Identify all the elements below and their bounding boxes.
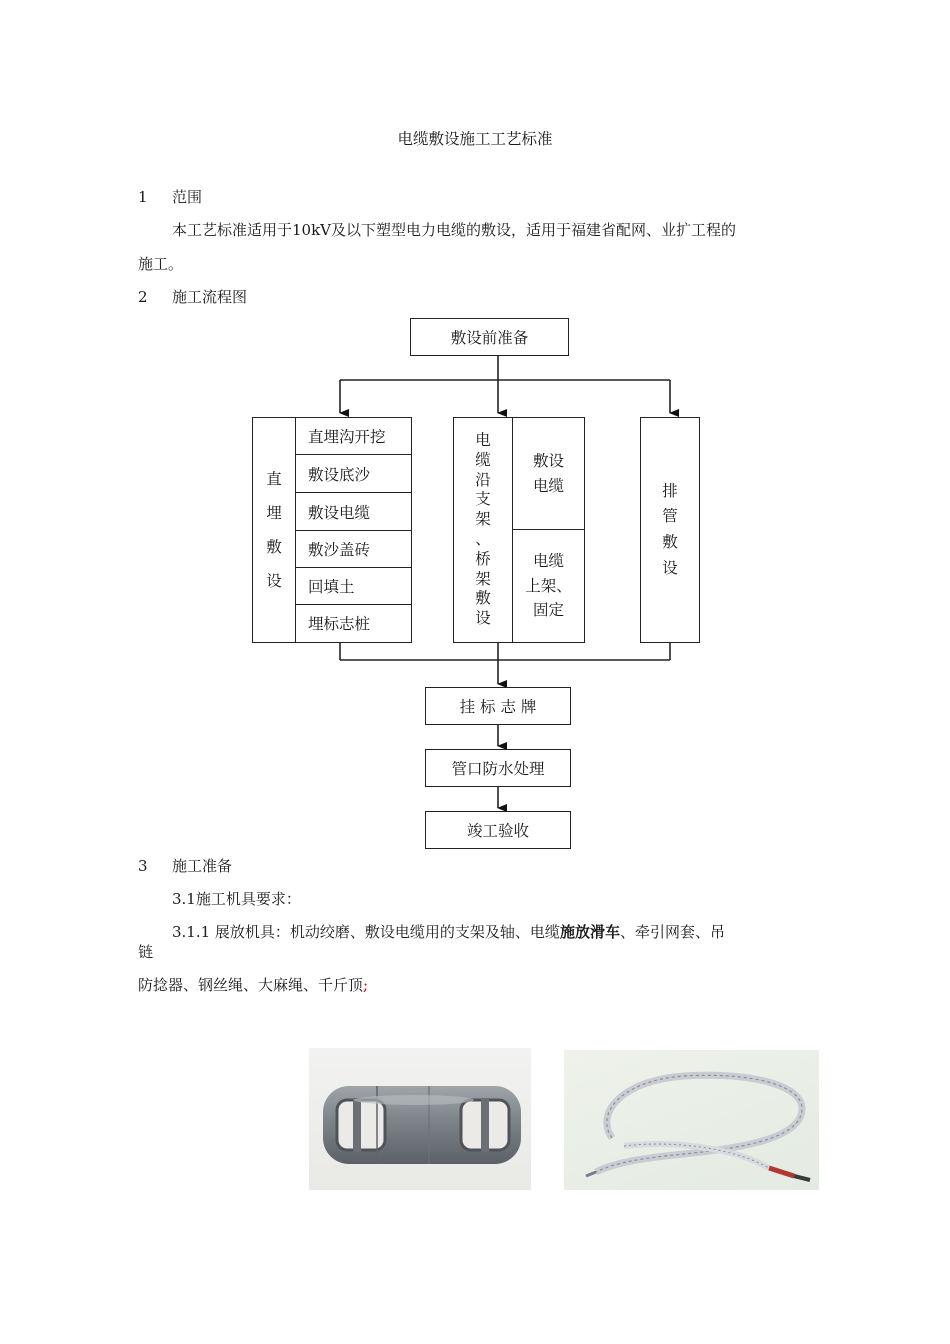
flow-right-label-char: 排 — [662, 481, 678, 500]
flow-mid-label-box — [453, 417, 513, 643]
flow-left-label-char: 埋 — [266, 503, 282, 522]
photo-swivel-connector — [309, 1048, 531, 1190]
flow-mid-label-char: 架 — [475, 569, 491, 588]
section-3-title: 施工准备 — [172, 857, 233, 875]
photo-cable-pulling-grip — [564, 1050, 819, 1190]
flow-right-label-char: 设 — [662, 558, 678, 577]
flow-mid-label-char: 敷 — [475, 589, 491, 608]
document-title: 电缆敷设施工工艺标准 — [397, 130, 553, 148]
flow-final-box — [425, 811, 571, 849]
flow-sign-box — [425, 687, 571, 725]
flow-left-step: 回填土 — [296, 568, 411, 605]
flow-final-label: 竣工验收 — [466, 822, 529, 840]
section-3-1-1-line2 — [138, 974, 368, 995]
item-text-line2: 防捻器、钢丝绳、大麻绳、千斤顶 — [138, 976, 364, 994]
section-2-title: 施工流程图 — [172, 288, 248, 306]
flow-mid-label — [475, 431, 491, 629]
section-3-1-1-line1 — [172, 921, 725, 942]
item-text: 3.1.1 展放机具：机动绞磨、敷设电缆用的支架及轴、电缆 — [172, 923, 560, 941]
flow-left-label-char: 直 — [266, 469, 282, 488]
flow-right-label-char: 管 — [662, 507, 678, 526]
flow-waterproof-box — [425, 749, 571, 787]
section-3-1-heading: 3.1施工机具要求： — [172, 890, 301, 908]
section-2-number: 2 — [138, 288, 148, 306]
flow-mid-bottom-line: 上架、 — [525, 576, 572, 595]
section-1-number: 1 — [138, 188, 148, 206]
section-1-title: 范围 — [172, 188, 203, 206]
flow-left-label-char: 设 — [266, 572, 282, 591]
flow-start-label: 敷设前准备 — [450, 329, 529, 347]
swivel-connector-image — [309, 1048, 531, 1190]
section-3-1-1-wrap: 链 — [138, 943, 154, 961]
item-text-suffix: 、牵引网套、吊 — [619, 923, 725, 941]
flow-left-label-box — [252, 417, 296, 643]
flow-mid-label-char: 电 — [475, 430, 491, 449]
flow-mid-label-char: 沿 — [475, 470, 491, 489]
flow-mid-top-line: 敷设 — [532, 451, 564, 470]
flow-right-label — [662, 479, 678, 581]
flow-mid-top-line: 电缆 — [532, 476, 564, 495]
flow-mid-label-char: 桥 — [475, 549, 491, 568]
flow-mid-label-char: 支 — [475, 490, 491, 509]
section-1-body-line1: 本工艺标准适用于10kV及以下塑型电力电缆的敷设，适用于福建省配网、业扩工程的 — [172, 221, 737, 239]
flow-left-label — [266, 462, 282, 598]
flow-mid-label-char: 架 — [475, 510, 491, 529]
flow-mid-top-box — [512, 417, 585, 530]
flow-mid-label-char: 缆 — [475, 450, 491, 469]
flow-mid-label-char: 设 — [475, 609, 491, 628]
flow-mid-bottom-line: 电缆 — [532, 551, 564, 570]
flow-start-box — [410, 318, 569, 356]
flow-left-step: 敷沙盖砖 — [296, 531, 411, 568]
flow-mid-bottom-box — [512, 529, 585, 643]
section-3-number: 3 — [138, 857, 148, 875]
flow-left-step: 埋标志桩 — [308, 615, 371, 633]
section-1-heading — [138, 186, 202, 207]
item-end-mark: ; — [363, 976, 369, 994]
section-1-body-line2: 施工。 — [138, 255, 184, 273]
flow-right-label-box — [640, 417, 700, 643]
cable-pulling-grip-image — [564, 1050, 819, 1190]
flow-sign-label: 挂 标 志 牌 — [459, 698, 537, 716]
item-emphasis: 施放滑车 — [559, 923, 620, 941]
flow-left-steps — [295, 417, 412, 643]
flow-left-step: 直埋沟开挖 — [296, 418, 411, 455]
flow-left-step: 敷设电缆 — [296, 493, 411, 531]
flow-right-label-char: 敷 — [662, 533, 678, 551]
construction-flowchart — [240, 315, 710, 850]
flow-left-label-char: 敷 — [266, 538, 282, 556]
section-3-heading — [138, 855, 232, 876]
section-2-heading — [138, 286, 247, 307]
flow-waterproof-label: 管口防水处理 — [451, 760, 545, 778]
flow-mid-bottom-line: 固定 — [532, 601, 564, 620]
flow-mid-label-char: 、 — [475, 530, 491, 548]
flow-left-step: 敷设底沙 — [296, 455, 411, 493]
